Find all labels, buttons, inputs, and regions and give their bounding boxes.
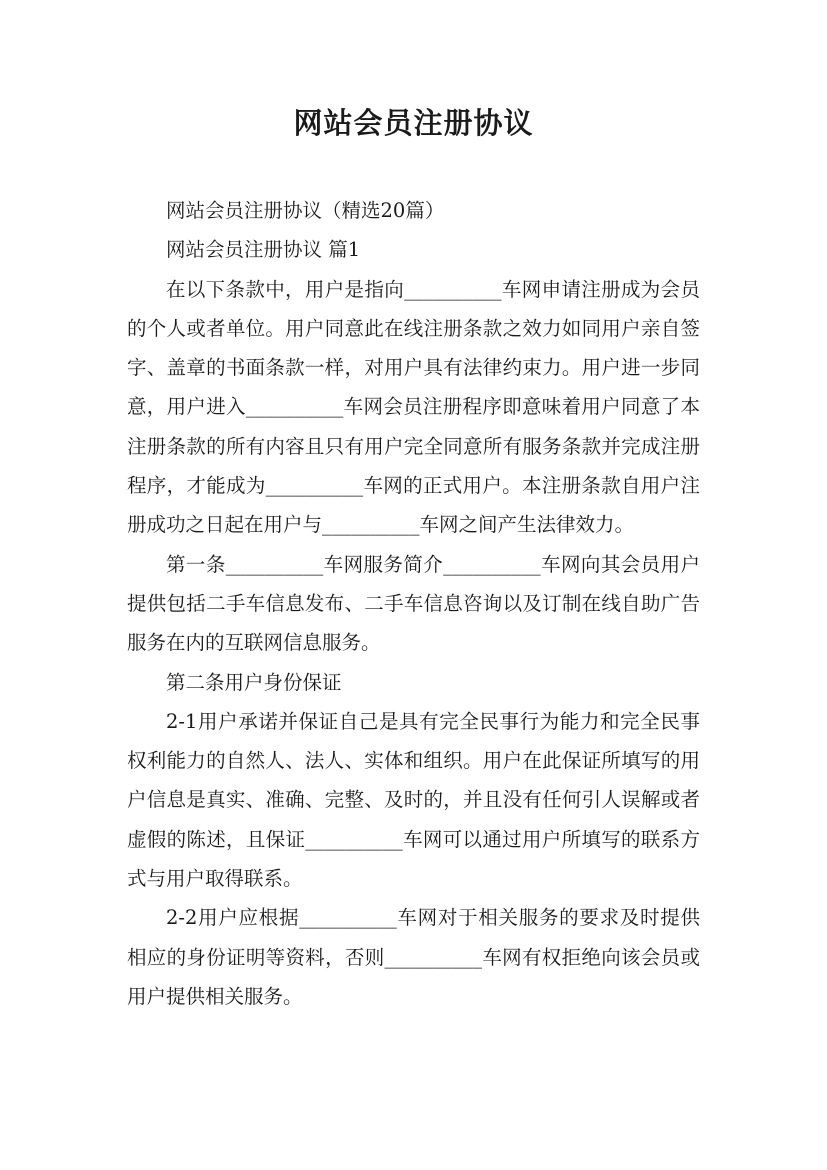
paragraph-clause-2-2: 2-2用户应根据__________车网对于相关服务的要求及时提供相应的身份证明等资料，否则__________车网有权拒绝向该会员或用户提供相关服务。 xyxy=(127,906,700,1008)
document-body xyxy=(127,191,700,1016)
paragraph-article-1: 第一条__________车网服务简介__________车网向其会员用户提供包括二手车信息发布、二手车信息咨询以及订制在线自助广告服务在内的互联网信息服务。 xyxy=(127,552,700,655)
document-subtitle: 网站会员注册协议（精选20篇） xyxy=(166,199,445,222)
paragraph-clause-2-1: 2-1用户承诺并保证自己是具有完全民事行为能力和完全民事权利能力的自然人、法人、实体和组织。用户在此保证所填写的用户信息是真实、准确、完整、及时的，并且没有任何引人误解或者虚假的陈述，且保证__________车网可以通过用户所填写的联系方式与用户取得联系。 xyxy=(127,709,700,891)
section-heading: 网站会员注册协议 篇1 xyxy=(166,238,361,262)
paragraph-article-2-heading: 第二条用户身份保证 xyxy=(166,670,342,694)
paragraph-definitions: 在以下条款中，用户是指向__________车网申请注册成为会员的个人或者单位。用户同意此在线注册条款之效力如同用户亲自签字、盖章的书面条款一样，对用户具有法律约束力。用户进一步同意，用户进入__________车网会员注册程序即意味着用户同意了本注册条款的所有内容且只有用户完全同意所有服务条款并完成注册程序，才能成为__________车网的正式用户。本注册条款自用户注册成功之日起在用户与__________车网之间产生法律效力。 xyxy=(127,277,700,537)
document-title: 网站会员注册协议 xyxy=(293,106,534,140)
